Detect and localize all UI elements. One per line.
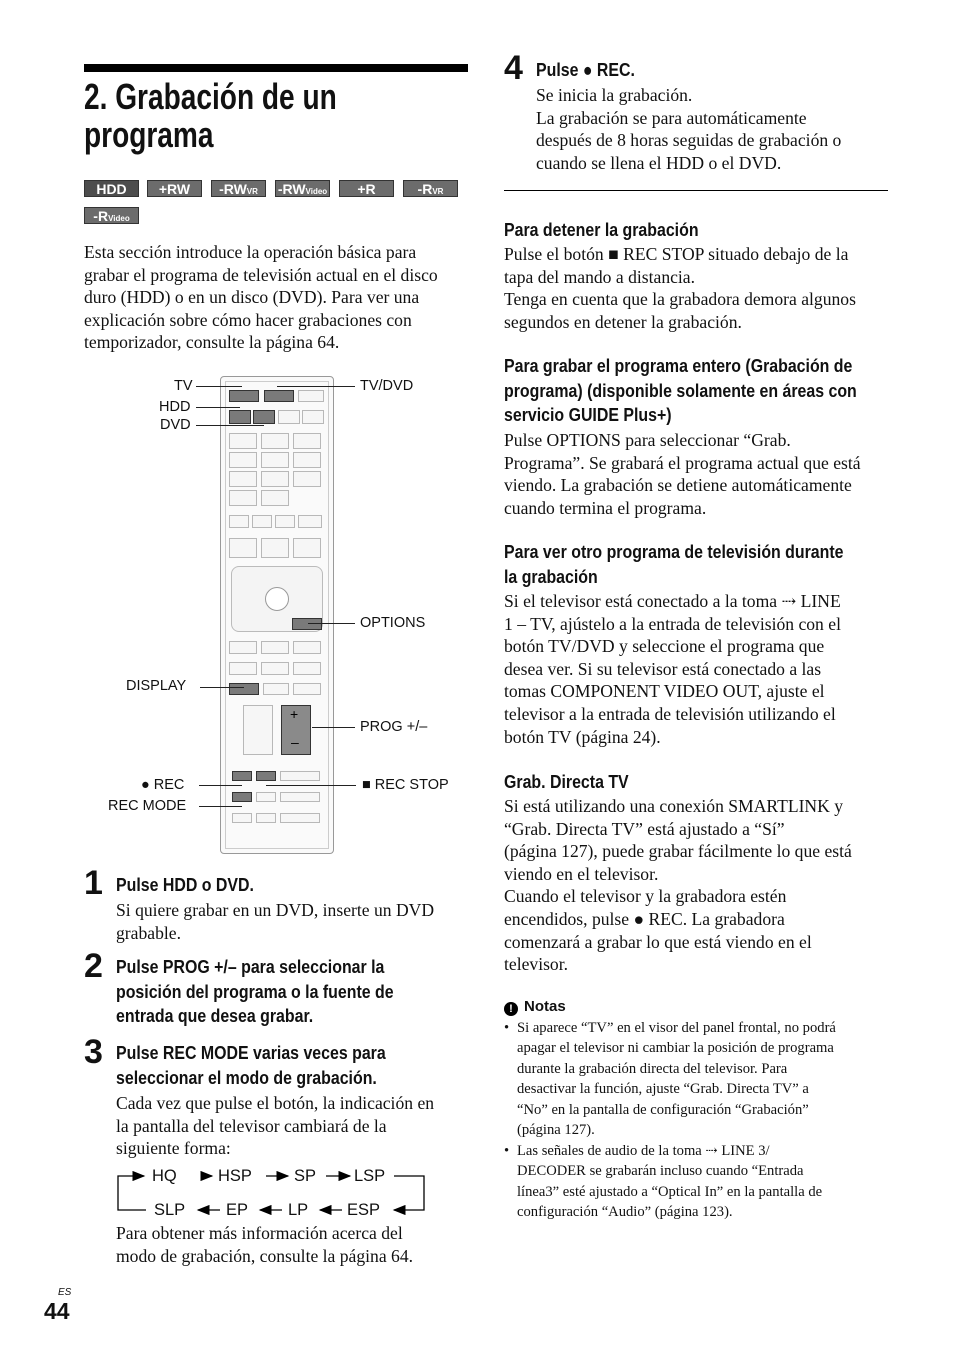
bullet: • <box>504 1020 510 1036</box>
remote-button <box>278 410 300 424</box>
badge-minus-rw-video: -RWVideo <box>275 180 330 197</box>
step-text: Si quiere grabar en un DVD, inserte un DVD grabable. <box>116 900 435 943</box>
remote-rec-stop-button <box>256 771 276 781</box>
page-title: 2. Grabación de un programa <box>84 76 337 155</box>
section-heading: Para ver otro programa de televisión durante la grabación <box>504 541 844 587</box>
remote-key <box>229 515 249 528</box>
remote-power-button <box>298 390 324 402</box>
note-item: • Si aparece “TV” en el visor del panel frontal, no podrá apagar el televisor ni cambiar la posición de programa durante la grabación directa del televisor. Para desactivar la función, ajuste “Grab. Directa TV” a “No” en la pantalla de configuración “Grabación” (página 127). <box>504 1020 836 1139</box>
remote-key <box>280 813 320 823</box>
mode-sp: SP <box>294 1167 317 1185</box>
remote-key <box>293 538 321 558</box>
remote-volume-rocker <box>243 705 273 755</box>
label-prog: PROG +/– <box>360 719 428 735</box>
step-title: Pulse REC MODE varias veces para seleccionar el modo de grabación. <box>116 1042 386 1088</box>
footer-lang: ES <box>58 1287 72 1298</box>
step-number: 3 <box>84 1033 103 1071</box>
label-tvdvd: TV/DVD <box>360 378 414 394</box>
badge-plus-rw: +RW <box>147 180 202 197</box>
leader-line <box>308 623 355 624</box>
intro-text: Esta sección introduce la operación básica para grabar el programa de televisión actual en el disco duro (HDD) o en un disco (DVD). Para ver una explicación sobre cómo hacer grabaciones con temporizador, consulte la página 64. <box>84 242 438 353</box>
remote-key <box>293 471 321 487</box>
remote-key <box>252 515 272 528</box>
label-rec-mode: REC MODE <box>108 798 187 814</box>
remote-key <box>229 452 257 468</box>
remote-key <box>293 433 321 449</box>
badge-minus-rw-vr: -RWVR <box>211 180 266 197</box>
mode-cycle-diagram <box>116 1164 428 1220</box>
remote-tvdvd-button <box>264 390 294 402</box>
remote-key <box>293 683 321 695</box>
mode-lp: LP <box>288 1201 309 1219</box>
remote-dvd-button <box>253 410 275 424</box>
badge-minus-r-video: -RVideo <box>84 207 139 224</box>
bullet: • <box>504 1143 510 1159</box>
section-heading: Para grabar el programa entero (Grabación de programa) (disponible solamente en áreas con servicio GUIDE Plus+) <box>504 355 857 425</box>
step-text: Para obtener más información acerca del modo de grabación, consulte la página 64. <box>116 1223 414 1266</box>
remote-key <box>280 771 320 781</box>
leader-line <box>196 386 242 387</box>
section-text: Si el televisor está conectado a la toma ⇢ LINE 1 – TV, ajústelo a la entrada de televisión con el botón TV/DVD y seleccione el programa que desea ver. Si su televisor está conectado a las tomas COMPONENT VIDEO OUT, ajuste el televisor a la entrada de televisión utilizando el botón TV (página 24). <box>504 591 841 747</box>
remote-key <box>229 433 257 449</box>
step-text: Se inicia la grabación. La grabación se para automáticamente después de 8 horas seguidas de grabación o cuando se llena el HDD o el DVD. <box>536 85 842 173</box>
remote-key <box>232 813 252 823</box>
remote-button <box>302 410 324 424</box>
remote-key <box>280 792 320 802</box>
label-rec-stop: ■ REC STOP <box>362 777 449 793</box>
remote-key <box>256 792 276 802</box>
leader-line <box>277 386 355 387</box>
mode-lsp: LSP <box>354 1167 386 1185</box>
remote-key <box>263 683 289 695</box>
leader-line <box>196 425 264 426</box>
remote-tv-button <box>229 390 259 402</box>
step-title: Pulse PROG +/– para seleccionar la posición del programa o la fuente de entrada que desea grabar. <box>116 956 394 1026</box>
mode-hq: HQ <box>152 1167 177 1185</box>
remote-key <box>229 490 257 506</box>
remote-key <box>229 641 257 654</box>
section-text: Pulse el botón ■ REC STOP situado debajo de la tapa del mando a distancia. Tenga en cuenta que la grabadora demora algunos segundos en detener la grabación. <box>504 244 856 332</box>
label-tv: TV <box>174 378 193 394</box>
notes-icon: ! <box>504 1002 518 1016</box>
remote-key <box>261 538 289 558</box>
step-number: 1 <box>84 864 103 902</box>
remote-key <box>229 662 257 675</box>
badge-minus-r-vr: -RVR <box>403 180 458 197</box>
label-dvd: DVD <box>160 417 191 433</box>
remote-key <box>261 452 289 468</box>
remote-options-button <box>292 618 322 630</box>
mode-slp: SLP <box>154 1201 186 1219</box>
remote-key <box>298 515 322 528</box>
step-number: 4 <box>504 49 523 87</box>
remote-key <box>229 471 257 487</box>
remote-key <box>261 471 289 487</box>
leader-line <box>196 407 240 408</box>
mode-hsp: HSP <box>218 1167 252 1185</box>
label-display: DISPLAY <box>126 678 187 694</box>
section-text: Pulse OPTIONS para seleccionar “Grab. Programa”. Se grabará el programa actual que está viendo. La grabación se detiene automáticamente cuando termina el programa. <box>504 430 861 518</box>
leader-line <box>266 785 356 786</box>
remote-key <box>293 452 321 468</box>
remote-key <box>261 433 289 449</box>
leader-line <box>199 785 242 786</box>
leader-line <box>199 806 242 807</box>
remote-key <box>275 515 295 528</box>
mode-esp: ESP <box>347 1201 381 1219</box>
step-number: 2 <box>84 947 103 985</box>
leader-line <box>200 687 244 688</box>
remote-key <box>261 662 289 675</box>
remote-key <box>293 662 321 675</box>
title-rule <box>84 64 468 72</box>
section-text: Si está utilizando una conexión SMARTLINK y “Grab. Directa TV” está ajustado a “Sí” (página 127), puede grabar fácilmente lo que está viendo en el televisor. Cuando el televisor y la grabadora estén encendidos, pulse ● REC. La grabadora comenzará a grabar lo que está viendo en el televisor. <box>504 796 852 975</box>
label-options: OPTIONS <box>360 615 426 631</box>
label-rec: ● REC <box>141 777 185 793</box>
label-hdd: HDD <box>159 399 191 415</box>
section-heading: Grab. Directa TV <box>504 771 629 792</box>
step-title: Pulse HDD o DVD. <box>116 874 254 895</box>
remote-key <box>229 538 257 558</box>
badge-hdd: HDD <box>84 180 139 197</box>
remote-key <box>293 641 321 654</box>
mode-ep: EP <box>226 1201 249 1219</box>
remote-key <box>256 813 276 823</box>
remote-key <box>261 490 289 506</box>
leader-line <box>312 727 355 728</box>
remote-prog-minus: – <box>291 734 299 750</box>
step-title: Pulse ● REC. <box>536 59 635 80</box>
badge-plus-r: +R <box>339 180 394 197</box>
step-text: Cada vez que pulse el botón, la indicación en la pantalla del televisor cambiará de la siguiente forma: <box>116 1093 435 1159</box>
remote-prog-plus: + <box>290 706 299 722</box>
remote-hdd-button <box>229 410 251 424</box>
note-item: • Las señales de audio de la toma ⇢ LINE 3/ DECODER se grabarán incluso cuando “Entrada línea3” esté ajustado a “Optical In” en la pantalla de configuración “Audio” (página 123). <box>504 1143 823 1221</box>
notes-heading: ! Notas <box>504 997 566 1017</box>
remote-key <box>261 641 289 654</box>
page-number: 44 <box>44 1298 70 1324</box>
remote-enter-button <box>265 587 289 611</box>
remote-display-button <box>229 683 259 695</box>
remote-rec-mode-button <box>232 792 252 802</box>
section-heading: Para detener la grabación <box>504 219 699 240</box>
remote-rec-button <box>232 771 252 781</box>
section-divider <box>504 190 888 191</box>
